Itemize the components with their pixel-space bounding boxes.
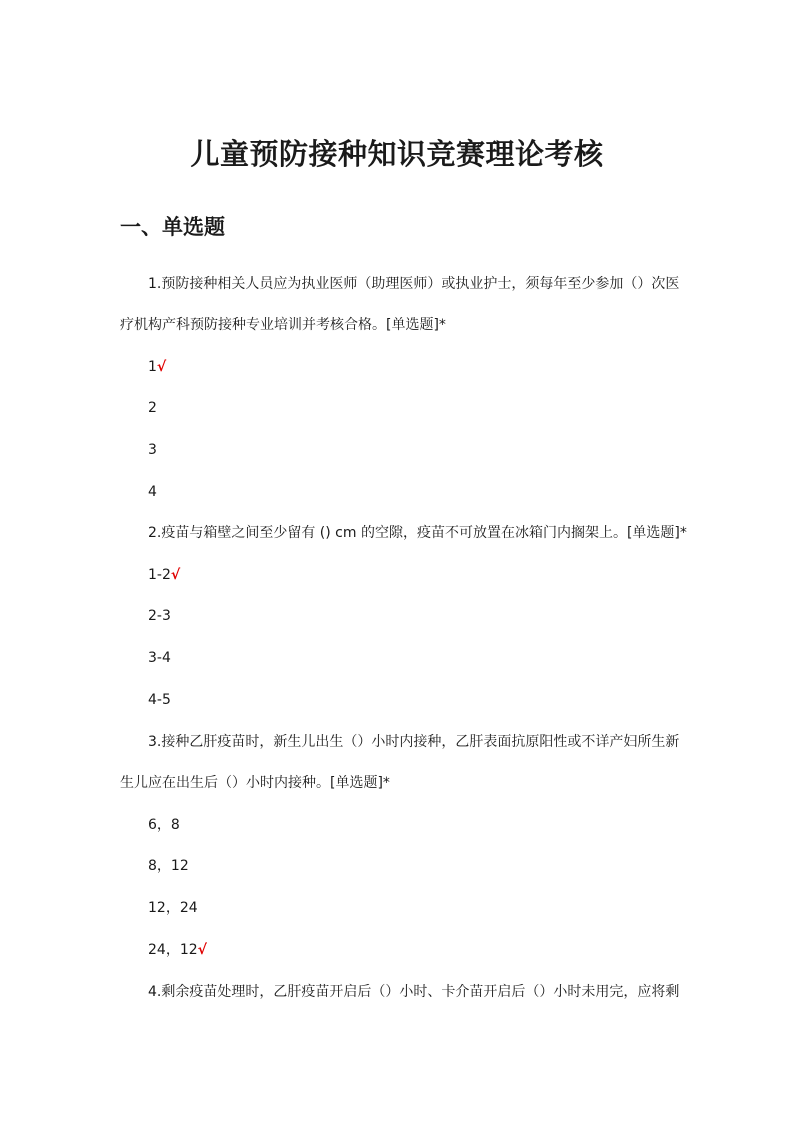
question-1-option-1 <box>148 357 166 377</box>
correct-check-mark: √ <box>197 942 207 958</box>
question-1-text-line-1: 1.预防接种相关人员应为执业医师（助理医师）或执业护士，须每年至少参加（）次医 <box>148 276 680 292</box>
question-2-option-3: 3-4 <box>148 650 171 666</box>
document-title: 儿童预防接种知识竞赛理论考核 <box>190 137 604 171</box>
question-2-option-4: 4-5 <box>148 692 171 708</box>
section-heading: 一、单选题 <box>120 215 225 239</box>
correct-check-mark: √ <box>156 359 167 375</box>
question-3-option-4 <box>148 940 207 960</box>
question-3-text-line-2: 生儿应在出生后（）小时内接种。[单选题]* <box>120 775 390 791</box>
question-3-option-3: 12，24 <box>148 900 198 916</box>
option-label: 1-2 <box>148 567 171 583</box>
question-3-option-2: 8，12 <box>148 858 189 874</box>
question-3-text-line-1: 3.接种乙肝疫苗时，新生儿出生（）小时内接种，乙肝表面抗原阳性或不详产妇所生新 <box>148 734 680 750</box>
question-1-option-2: 2 <box>148 400 157 416</box>
question-1-text-line-2: 疗机构产科预防接种专业培训并考核合格。[单选题]* <box>120 317 446 333</box>
question-4-text-line-1: 4.剩余疫苗处理时，乙肝疫苗开启后（）小时、卡介苗开启后（）小时未用完，应将剩 <box>148 984 680 1000</box>
option-label: 1 <box>148 359 157 375</box>
question-2-option-2: 2-3 <box>148 608 171 624</box>
question-1-option-4: 4 <box>148 484 157 500</box>
question-3-option-1: 6，8 <box>148 817 180 833</box>
correct-check-mark: √ <box>170 567 181 583</box>
question-2-option-1 <box>148 565 180 585</box>
question-2-text-line-1: 2.疫苗与箱壁之间至少留有 () cm 的空隙，疫苗不可放置在冰箱门内搁架上。[单选题]* <box>148 525 687 541</box>
question-1-option-3: 3 <box>148 442 157 458</box>
option-label: 24，12 <box>148 942 198 958</box>
